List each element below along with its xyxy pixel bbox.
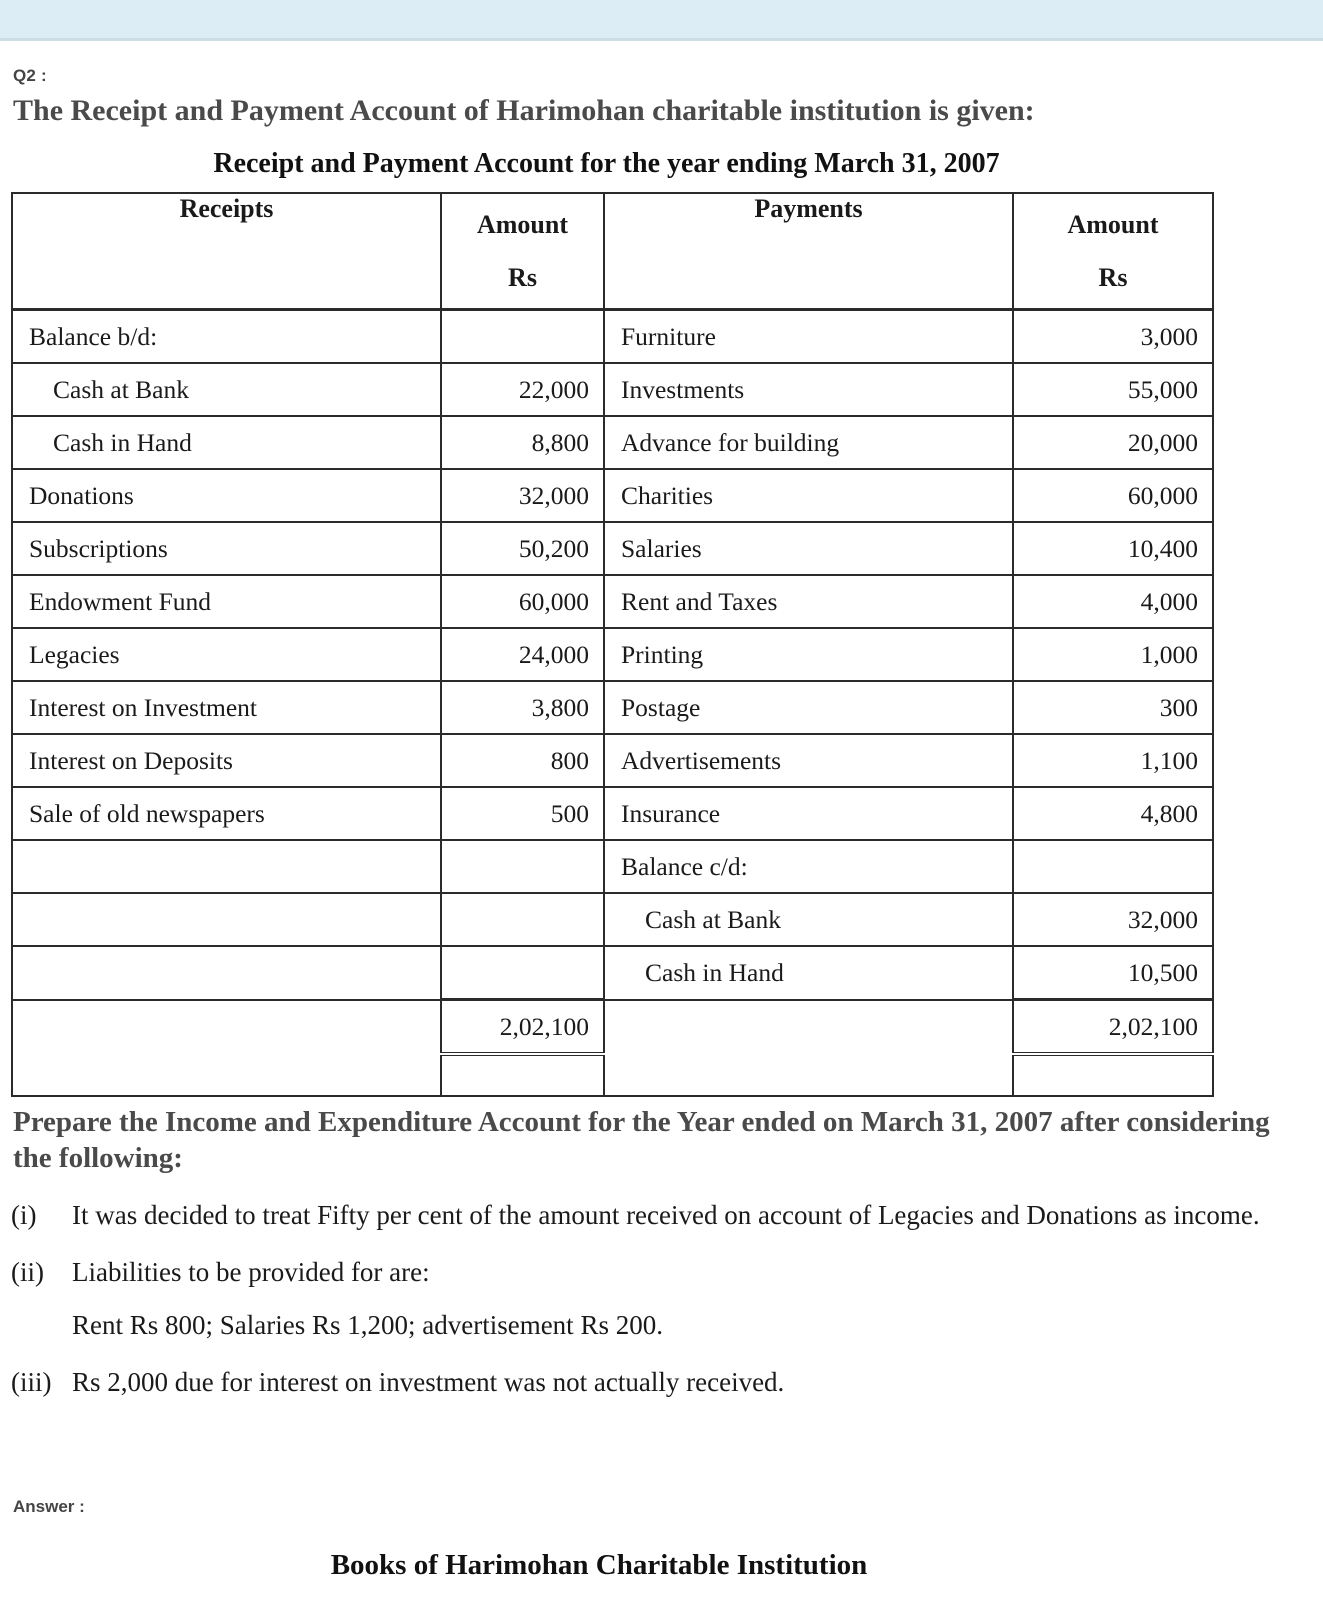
cell-payment-amount bbox=[1013, 840, 1213, 893]
cell-empty bbox=[12, 1054, 441, 1096]
cell-payment-description: Furniture bbox=[604, 310, 1013, 364]
cell-receipt-amount: 3,800 bbox=[441, 681, 604, 734]
cell-receipt-amount: 22,000 bbox=[441, 363, 604, 416]
cell-receipt-description: Donations bbox=[12, 469, 441, 522]
cell-payment-amount: 20,000 bbox=[1013, 416, 1213, 469]
cell-receipt-description: Interest on Deposits bbox=[12, 734, 441, 787]
table-header bbox=[12, 193, 1213, 310]
cell-payment-amount: 10,500 bbox=[1013, 946, 1213, 1000]
cell-payment-description: Charities bbox=[604, 469, 1013, 522]
cell-payment-description: Printing bbox=[604, 628, 1013, 681]
table-row bbox=[12, 787, 1213, 840]
conditions-list bbox=[0, 1196, 1323, 1402]
cell-receipt-description: Subscriptions bbox=[12, 522, 441, 575]
cell-receipt-amount: 24,000 bbox=[441, 628, 604, 681]
cell-payment-description: Rent and Taxes bbox=[604, 575, 1013, 628]
table-row bbox=[12, 840, 1213, 893]
ledger-title: Receipt and Payment Account for the year ending March 31, 2007 bbox=[213, 147, 1000, 179]
table-row bbox=[12, 416, 1213, 469]
cell-receipt-amount: 8,800 bbox=[441, 416, 604, 469]
cell-payment-description: Advertisements bbox=[604, 734, 1013, 787]
header-amount-left-line2: Rs bbox=[508, 262, 537, 292]
cell-payment-description: Advance for building bbox=[604, 416, 1013, 469]
cell-total-payment-amount: 2,02,100 bbox=[1013, 1000, 1213, 1055]
cell-payment-amount: 4,000 bbox=[1013, 575, 1213, 628]
cell-payment-amount: 3,000 bbox=[1013, 310, 1213, 364]
ledger-table-wrapper bbox=[11, 192, 1212, 1098]
answer-label: Answer : bbox=[13, 1497, 85, 1517]
condition-item bbox=[0, 1363, 1323, 1402]
cell-receipt-description: Endowment Fund bbox=[12, 575, 441, 628]
table-row bbox=[12, 946, 1213, 1000]
header-receipts: Receipts bbox=[12, 193, 441, 310]
condition-marker: (iii) bbox=[11, 1366, 52, 1397]
cell-receipt-amount: 800 bbox=[441, 734, 604, 787]
cell-receipt-description bbox=[12, 840, 441, 893]
receipt-payment-table bbox=[11, 192, 1214, 1098]
cell-payment-description: Postage bbox=[604, 681, 1013, 734]
cell-receipt-description bbox=[12, 893, 441, 946]
cell-payment-amount: 300 bbox=[1013, 681, 1213, 734]
cell-payment-description: Investments bbox=[604, 363, 1013, 416]
answer-books-title: Books of Harimohan Charitable Institution bbox=[330, 1549, 868, 1582]
table-header-row bbox=[12, 193, 1213, 310]
condition-text: Liabilities to be provided for are: bbox=[72, 1256, 430, 1287]
cell-total-receipt-label bbox=[12, 1000, 441, 1055]
cell-receipt-amount bbox=[441, 310, 604, 364]
table-row bbox=[12, 363, 1213, 416]
condition-marker: (i) bbox=[11, 1199, 37, 1230]
table-row bbox=[12, 628, 1213, 681]
cell-receipt-amount: 60,000 bbox=[441, 575, 604, 628]
condition-subtext: Rent Rs 800; Salaries Rs 1,200; advertisement Rs 200. bbox=[72, 1309, 663, 1340]
cell-receipt-amount bbox=[441, 946, 604, 1000]
cell-payment-amount: 1,000 bbox=[1013, 628, 1213, 681]
condition-text: Rs 2,000 due for interest on investment was not actually received. bbox=[72, 1366, 785, 1397]
header-amount-right bbox=[1013, 193, 1213, 310]
question-label: Q2 : bbox=[13, 66, 47, 85]
table-total-row bbox=[12, 1000, 1213, 1055]
header-payments: Payments bbox=[604, 193, 1013, 310]
document-page bbox=[0, 44, 1323, 1582]
top-decorative-band bbox=[0, 0, 1323, 41]
cell-receipt-amount bbox=[441, 893, 604, 946]
cell-payment-amount: 4,800 bbox=[1013, 787, 1213, 840]
header-amount-left bbox=[441, 193, 604, 310]
cell-receipt-description: Balance b/d: bbox=[12, 310, 441, 364]
cell-payment-description: Cash at Bank bbox=[604, 893, 1013, 946]
table-row bbox=[12, 734, 1213, 787]
table-row bbox=[12, 310, 1213, 364]
cell-receipt-description: Interest on Investment bbox=[12, 681, 441, 734]
table-row bbox=[12, 469, 1213, 522]
prepare-instruction: Prepare the Income and Expenditure Account for the Year ended on March 31, 2007 after considering the following: bbox=[13, 1106, 1270, 1174]
table-tail-row bbox=[12, 1054, 1213, 1096]
table-row bbox=[12, 893, 1213, 946]
cell-receipt-amount: 50,200 bbox=[441, 522, 604, 575]
cell-receipt-description: Cash in Hand bbox=[12, 416, 441, 469]
condition-item bbox=[0, 1196, 1323, 1235]
cell-receipt-amount bbox=[441, 840, 604, 893]
header-amount-right-line1: Amount bbox=[1067, 209, 1159, 239]
header-amount-left-line1: Amount bbox=[476, 209, 568, 239]
cell-receipt-description: Sale of old newspapers bbox=[12, 787, 441, 840]
cell-receipt-amount: 32,000 bbox=[441, 469, 604, 522]
cell-total-receipt-amount: 2,02,100 bbox=[441, 1000, 604, 1055]
cell-empty bbox=[604, 1054, 1013, 1096]
table-row bbox=[12, 522, 1213, 575]
cell-payment-description: Cash in Hand bbox=[604, 946, 1013, 1000]
table-row bbox=[12, 575, 1213, 628]
header-amount-right-line2: Rs bbox=[1098, 262, 1128, 292]
cell-empty bbox=[1013, 1054, 1213, 1096]
condition-text: It was decided to treat Fifty per cent of the amount received on account of Legacies and Donations as income. bbox=[72, 1199, 1260, 1230]
cell-total-payment-label bbox=[604, 1000, 1013, 1055]
cell-payment-amount: 32,000 bbox=[1013, 893, 1213, 946]
cell-payment-amount: 10,400 bbox=[1013, 522, 1213, 575]
cell-payment-description: Salaries bbox=[604, 522, 1013, 575]
cell-payment-amount: 60,000 bbox=[1013, 469, 1213, 522]
condition-item bbox=[0, 1253, 1323, 1345]
cell-receipt-description: Cash at Bank bbox=[12, 363, 441, 416]
cell-receipt-amount: 500 bbox=[441, 787, 604, 840]
cell-payment-amount: 1,100 bbox=[1013, 734, 1213, 787]
cell-receipt-description: Legacies bbox=[12, 628, 441, 681]
table-body bbox=[12, 310, 1213, 1097]
cell-empty bbox=[441, 1054, 604, 1096]
cell-payment-amount: 55,000 bbox=[1013, 363, 1213, 416]
table-row bbox=[12, 681, 1213, 734]
cell-payment-description: Balance c/d: bbox=[604, 840, 1013, 893]
cell-receipt-description bbox=[12, 946, 441, 1000]
cell-payment-description: Insurance bbox=[604, 787, 1013, 840]
question-prompt: The Receipt and Payment Account of Harimohan charitable institution is given: bbox=[13, 94, 1035, 127]
condition-marker: (ii) bbox=[11, 1256, 44, 1287]
